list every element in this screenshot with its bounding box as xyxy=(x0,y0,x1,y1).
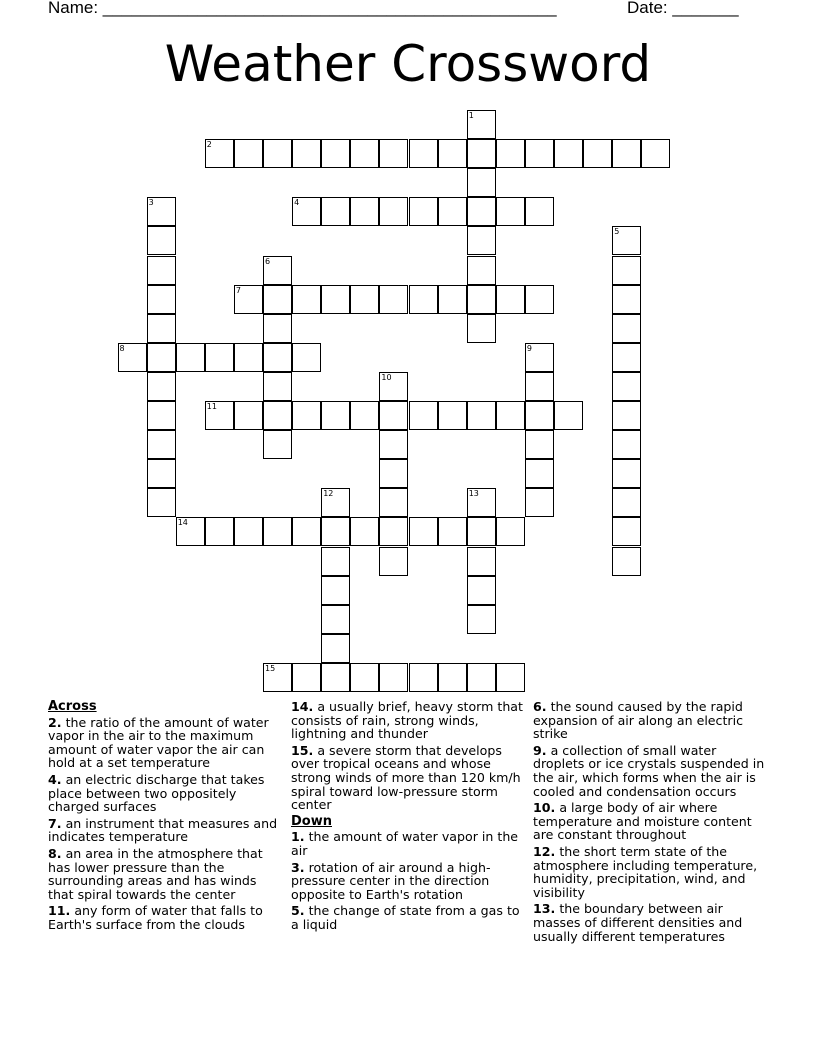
crossword-cell[interactable] xyxy=(350,517,379,546)
crossword-cell[interactable] xyxy=(612,285,641,314)
clue-number: 14. xyxy=(291,699,314,714)
clue-text: the ratio of the amount of water vapor in the air to the maximum amount of water vapor the air can hold at a set temperature xyxy=(48,714,269,771)
name-field[interactable]: Name: ________________________________________________ xyxy=(48,0,557,17)
clue-number: 13. xyxy=(533,901,556,917)
clue-text: any form of water that falls to Earth's surface from the clouds xyxy=(48,903,263,932)
crossword-cell[interactable] xyxy=(321,197,350,226)
crossword-cell[interactable] xyxy=(467,488,496,517)
crossword-cell[interactable] xyxy=(467,226,496,255)
crossword-cell[interactable] xyxy=(147,401,176,430)
cell-number: 11 xyxy=(206,402,217,411)
clue-number: 15. xyxy=(291,742,314,758)
crossword-cell[interactable] xyxy=(612,314,641,343)
crossword-cell[interactable] xyxy=(263,430,292,459)
crossword-cell[interactable] xyxy=(496,139,525,168)
crossword-cell[interactable] xyxy=(409,663,438,692)
clue-text: the boundary between air masses of different densities and usually different temperatures xyxy=(533,901,743,944)
crossword-cell[interactable] xyxy=(379,430,408,459)
crossword-cell[interactable] xyxy=(263,401,292,430)
crossword-cell[interactable] xyxy=(554,401,583,430)
clue-number: 3. xyxy=(291,859,305,875)
clue-number: 12. xyxy=(533,843,556,859)
cell-number: 12 xyxy=(323,489,334,499)
clue-number: 9. xyxy=(533,742,547,758)
crossword-cell[interactable] xyxy=(205,517,234,546)
crossword-cell[interactable] xyxy=(350,285,379,314)
crossword-cell[interactable] xyxy=(176,343,205,372)
crossword-cell[interactable] xyxy=(525,372,554,401)
crossword-cell[interactable] xyxy=(467,110,496,139)
crossword-cell[interactable] xyxy=(525,430,554,459)
clue-text: an instrument that measures and indicates temperature xyxy=(48,815,278,845)
crossword-cell[interactable] xyxy=(292,343,321,372)
crossword-cell[interactable] xyxy=(321,139,350,168)
crossword-cell[interactable] xyxy=(234,517,263,546)
crossword-cell[interactable] xyxy=(467,605,496,634)
crossword-cell[interactable] xyxy=(292,197,321,226)
cell-number: 2 xyxy=(206,140,212,150)
crossword-cell[interactable] xyxy=(467,576,496,605)
across-heading: Across xyxy=(48,699,97,714)
crossword-cell[interactable] xyxy=(147,343,176,372)
crossword-cell[interactable] xyxy=(321,663,350,692)
crossword-cell[interactable] xyxy=(525,401,554,430)
crossword-cell[interactable] xyxy=(147,314,176,343)
crossword-cell[interactable] xyxy=(409,517,438,546)
clue-down-12 xyxy=(533,845,769,899)
crossword-cell[interactable] xyxy=(496,663,525,692)
crossword-cell[interactable] xyxy=(525,459,554,488)
crossword-cell[interactable] xyxy=(379,197,408,226)
crossword-cell[interactable] xyxy=(176,517,205,546)
crossword-cell[interactable] xyxy=(263,314,292,343)
crossword-cell[interactable] xyxy=(612,372,641,401)
crossword-cell[interactable] xyxy=(554,139,583,168)
cell-number: 14 xyxy=(177,518,188,528)
clue-down-3 xyxy=(291,861,523,902)
clue-across-2 xyxy=(48,716,278,770)
crossword-cell[interactable] xyxy=(409,285,438,314)
crossword-cell[interactable] xyxy=(612,343,641,372)
crossword-cell[interactable] xyxy=(292,139,321,168)
crossword-cell[interactable] xyxy=(292,517,321,546)
cell-number: 15 xyxy=(265,663,276,673)
clue-number: 5. xyxy=(291,903,305,919)
crossword-cell[interactable] xyxy=(612,488,641,517)
crossword-cell[interactable] xyxy=(350,401,379,430)
crossword-cell[interactable] xyxy=(379,401,408,430)
crossword-cell[interactable] xyxy=(263,517,292,546)
clue-down-5 xyxy=(291,904,523,931)
crossword-cell[interactable] xyxy=(321,605,350,634)
clue-down-9 xyxy=(533,744,769,798)
crossword-cell[interactable] xyxy=(612,256,641,285)
crossword-cell[interactable] xyxy=(321,401,350,430)
clue-number: 10. xyxy=(533,800,556,816)
crossword-cell[interactable] xyxy=(205,401,234,430)
crossword-cell[interactable] xyxy=(438,197,467,226)
clue-across-11 xyxy=(48,904,278,931)
crossword-cell[interactable] xyxy=(438,663,467,692)
clue-down-6 xyxy=(533,700,769,741)
crossword-cell[interactable] xyxy=(147,459,176,488)
cell-number: 10 xyxy=(381,372,392,382)
clue-number: 7. xyxy=(48,815,62,831)
crossword-cell[interactable] xyxy=(379,488,408,517)
crossword-cell[interactable] xyxy=(467,139,496,168)
crossword-cell[interactable] xyxy=(234,343,263,372)
crossword-cell[interactable] xyxy=(321,285,350,314)
crossword-cell[interactable] xyxy=(583,139,612,168)
clue-number: 4. xyxy=(48,771,62,787)
crossword-cell[interactable] xyxy=(321,547,350,576)
crossword-cell[interactable] xyxy=(292,285,321,314)
clue-text: the short term state of the atmosphere including temperature, humidity, precipitation, wind, and visibility xyxy=(533,843,758,900)
crossword-cell[interactable] xyxy=(147,285,176,314)
clue-text: rotation of air around a high-pressure center in the direction opposite to Earth's rotation xyxy=(291,859,491,902)
crossword-cell[interactable] xyxy=(467,663,496,692)
crossword-cell[interactable] xyxy=(263,256,292,285)
cell-number: 4 xyxy=(294,198,300,208)
crossword-cell[interactable] xyxy=(263,139,292,168)
crossword-cell[interactable] xyxy=(379,139,408,168)
clue-across-4 xyxy=(48,773,278,814)
crossword-cell[interactable] xyxy=(525,488,554,517)
down-heading: Down xyxy=(291,813,332,829)
crossword-cell[interactable] xyxy=(467,314,496,343)
crossword-cell[interactable] xyxy=(263,343,292,372)
crossword-cell[interactable] xyxy=(379,547,408,576)
crossword-cell[interactable] xyxy=(234,285,263,314)
clue-text: a severe storm that develops over tropical oceans and whose strong winds of more than 120 km/h spiral toward low-pressure storm center xyxy=(291,742,521,813)
clue-down-10 xyxy=(533,801,769,842)
crossword-cell[interactable] xyxy=(147,197,176,226)
crossword-cell[interactable] xyxy=(467,197,496,226)
crossword-cell[interactable] xyxy=(379,459,408,488)
crossword-cell[interactable] xyxy=(612,459,641,488)
crossword-cell[interactable] xyxy=(234,139,263,168)
crossword-cell[interactable] xyxy=(147,372,176,401)
crossword-cell[interactable] xyxy=(321,517,350,546)
clue-number: 1. xyxy=(291,829,305,845)
clue-text: the change of state from a gas to a liquid xyxy=(291,903,520,932)
crossword-cell[interactable] xyxy=(438,401,467,430)
crossword-cell[interactable] xyxy=(321,634,350,663)
clue-down-1 xyxy=(291,830,523,857)
crossword-cell[interactable] xyxy=(263,372,292,401)
clue-text: a usually brief, heavy storm that consists of rain, strong winds, lightning and thunder xyxy=(291,699,523,742)
clue-number: 11. xyxy=(48,903,71,919)
crossword-cell[interactable] xyxy=(379,372,408,401)
clues-column-2 xyxy=(291,700,523,935)
crossword-cell[interactable] xyxy=(147,256,176,285)
crossword-cell[interactable] xyxy=(263,285,292,314)
clue-text: the amount of water vapor in the air xyxy=(291,829,519,858)
crossword-cell[interactable] xyxy=(496,285,525,314)
crossword-cell[interactable] xyxy=(612,430,641,459)
crossword-cell[interactable] xyxy=(205,139,234,168)
cell-number: 3 xyxy=(148,198,154,208)
crossword-cell[interactable] xyxy=(496,401,525,430)
clue-text: an electric discharge that takes place between two oppositely charged surfaces xyxy=(48,771,265,815)
crossword-cell[interactable] xyxy=(292,401,321,430)
clue-number: 2. xyxy=(48,714,62,730)
clues-column-1 xyxy=(48,700,278,935)
crossword-cell[interactable] xyxy=(467,285,496,314)
crossword-cell[interactable] xyxy=(379,285,408,314)
crossword-cell[interactable] xyxy=(438,139,467,168)
crossword-cell[interactable] xyxy=(438,517,467,546)
crossword-cell[interactable] xyxy=(438,285,467,314)
page-title: Weather Crossword xyxy=(164,35,652,93)
cell-number: 9 xyxy=(526,343,532,353)
crossword-cell[interactable] xyxy=(409,197,438,226)
crossword-cell[interactable] xyxy=(147,488,176,517)
crossword-cell[interactable] xyxy=(379,663,408,692)
crossword-cell[interactable] xyxy=(641,139,670,168)
clues-column-3 xyxy=(533,700,769,946)
crossword-cell[interactable] xyxy=(350,663,379,692)
crossword-cell[interactable] xyxy=(350,139,379,168)
crossword-cell[interactable] xyxy=(525,197,554,226)
clue-text: the sound caused by the rapid expansion of air along an electric strike xyxy=(533,699,744,742)
crossword-cell[interactable] xyxy=(467,401,496,430)
crossword-cell[interactable] xyxy=(321,488,350,517)
clue-across-14 xyxy=(291,700,523,741)
clue-number: 8. xyxy=(48,845,62,861)
crossword-cell[interactable] xyxy=(525,139,554,168)
date-field[interactable]: Date: _______ xyxy=(627,0,739,17)
crossword-cell[interactable] xyxy=(612,547,641,576)
clue-number: 6. xyxy=(533,699,547,714)
crossword-cell[interactable] xyxy=(321,576,350,605)
crossword-cell[interactable] xyxy=(467,547,496,576)
crossword-cell[interactable] xyxy=(350,197,379,226)
clue-text: a large body of air where temperature and moisture content are constant throughout xyxy=(533,800,752,843)
crossword-cell[interactable] xyxy=(612,401,641,430)
crossword-cell[interactable] xyxy=(292,663,321,692)
crossword-cell[interactable] xyxy=(118,343,147,372)
crossword-cell[interactable] xyxy=(467,168,496,197)
crossword-cell[interactable] xyxy=(379,517,408,546)
clue-across-7 xyxy=(48,817,278,844)
cell-number: 1 xyxy=(468,111,474,120)
crossword-cell[interactable] xyxy=(612,517,641,546)
crossword-cell[interactable] xyxy=(525,285,554,314)
cell-number: 6 xyxy=(265,256,271,266)
crossword-cell[interactable] xyxy=(467,256,496,285)
cell-number: 13 xyxy=(468,489,479,499)
clue-down-13 xyxy=(533,902,769,943)
crossword-cell[interactable] xyxy=(409,401,438,430)
crossword-cell[interactable] xyxy=(147,226,176,255)
cell-number: 7 xyxy=(235,285,241,295)
crossword-cell[interactable] xyxy=(496,197,525,226)
crossword-cell[interactable] xyxy=(612,139,641,168)
crossword-cell[interactable] xyxy=(263,663,292,692)
clue-text: an area in the atmosphere that has lower pressure than the surrounding areas and has winds that spiral towards the center xyxy=(48,845,263,902)
crossword-cell[interactable] xyxy=(525,343,554,372)
crossword-cell[interactable] xyxy=(612,226,641,255)
crossword-cell[interactable] xyxy=(205,343,234,372)
crossword-cell[interactable] xyxy=(467,517,496,546)
crossword-cell[interactable] xyxy=(147,430,176,459)
cell-number: 8 xyxy=(119,343,125,353)
clue-across-8 xyxy=(48,847,278,901)
clue-text: a collection of small water droplets or ice crystals suspended in the air, which forms when the air is cooled and condensation occurs xyxy=(533,742,765,799)
cell-number: 5 xyxy=(614,227,620,237)
crossword-cell[interactable] xyxy=(234,401,263,430)
clue-across-15 xyxy=(291,744,523,812)
crossword-cell[interactable] xyxy=(496,517,525,546)
crossword-cell[interactable] xyxy=(409,139,438,168)
